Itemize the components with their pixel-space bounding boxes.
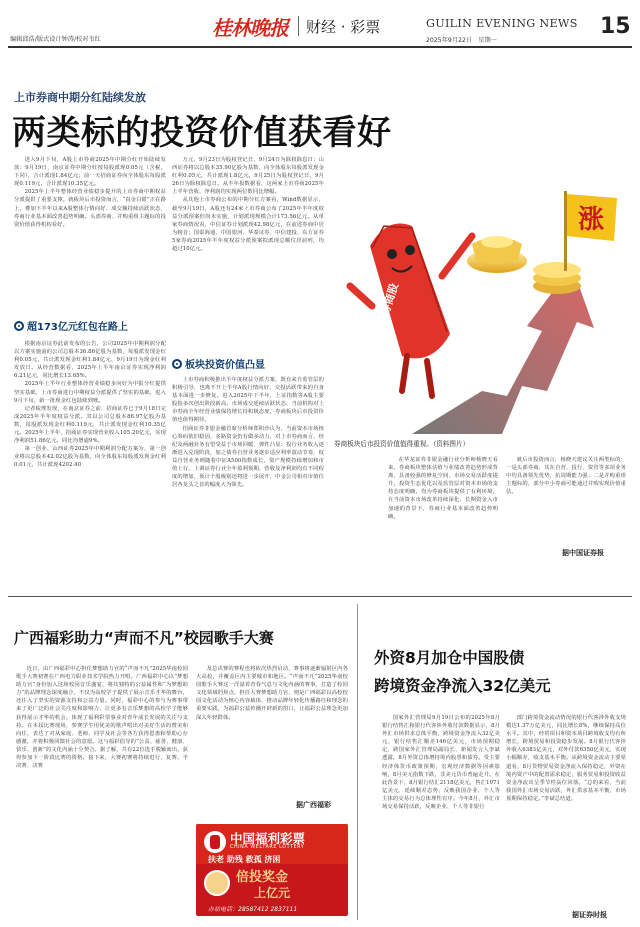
forex-column-1 <box>382 714 500 920</box>
masthead-rule <box>8 46 632 48</box>
masthead-divider <box>298 16 299 36</box>
ad-slogan: 扶老 助残 救孤 济困 <box>208 855 281 864</box>
coin-stack-icon <box>533 262 581 294</box>
forex-credit: 据证券时报 <box>572 911 607 919</box>
lottery-credit: 据广西福彩 <box>296 801 331 809</box>
mascot-icon <box>350 224 472 397</box>
lead-kicker: 上市券商中期分红陆续发放 <box>14 91 146 104</box>
paragraph: 万元，9月23日为股权登记日，9月24日为除权除息日；山西证券将以总股本35.90亿股为基数，向全体股东每股派发现金红利0.05元，共计派现1.8亿元，9月25日为股权登记日，9月26日为除权除息日。从半年报数据看，这两家上市券商2025年上半年营收、净利润均实现两位数同比增幅。 <box>172 157 324 196</box>
subhead-value <box>172 356 265 371</box>
paragraph: 近日，由广西福彩中心担任梦想助力官的“声而不凡”2025华南校园歌手大赛初赛在广西电力职业技术学院热力开唱。广西福彩中心以“梦想助力官”身份加入这场校园音乐盛宴，将其独特的公益属性和“为梦想助力”的品牌理念深度融合，不仅为高校学子提供了展示音乐才华的舞台，还注入了坚实的资源支持和公益力量。同时，福彩中心的参与为赛事带来了更广泛的社会关注度和影响力，让更多有音乐梦想的高校学子能够获得展示才华的机会，体现了福利彩票事业对青年成长发展的关注与支持。在本届比赛现场，参赛学生用优美的歌声唱出对美好生活的赞美和向往，表达了对从家庭、老师、同学及社会等各方获得恩惠和帮助心存感激，并将积极回馈社会的意愿。这与福彩倡导的“公益、慈善、健康、快乐、创新”的文化内涵十分契合。据了解，共有22位选手脱颖而出，获得参加下一阶段比赛的资格。接下来，大赛初赛将持续进行，复赛、半决赛、决赛 <box>16 666 188 770</box>
lottery-column-2 <box>196 665 348 793</box>
gold-ingot-icon <box>467 236 527 273</box>
paragraph: 2025年上半年整体经营业绩稳步提升的上市券商中期权益分派提供了重要支撑。就板块后市投资而言，“真金白银”正在路上，叠加下半年以来A股整体行情向好、成交额持续活跃状态，券商行业基本面改善趋势明确。头部券商、并购重组主题标的投资价值获得机构看好。 <box>14 189 166 228</box>
masthead <box>0 0 640 46</box>
lead-column-1 <box>14 156 166 304</box>
brand-logo: 桂林晚报 <box>212 16 288 40</box>
paragraph: 记者梳理发现，在南京证券之前，招商证券已于9月18日完成2025年半年度权益分派。其以公司总股本86.97亿股为基数，每股派发现金红利0.119元，共计派发现金红利10.35亿元。2025年上半年，招商证券实现营业收入105.20亿元，实现净利润51.86亿元，同比均增逾9%。 <box>14 405 166 445</box>
forex-column-2 <box>506 714 626 904</box>
ad-phone: 办站电话：28587412 2837111 <box>208 906 298 913</box>
mascot-label: 券商股 <box>378 281 402 317</box>
bullet-icon <box>172 359 182 369</box>
lead-credit: 据中国证券报 <box>562 549 604 557</box>
paragraph: 招商证券非银金融首席分析师郑积沙认为，当前资本市场核心筹码依旧稳固，多路资金仍有做多动力，对上市券商而言，经纪及两融业务有望受益于市场回暖，弹性凸显；投行业务收入逐渐进入兑现阶段，加之债券自营业务逐步适应利率波动节奏，权益自营业务则随着中证A500指数成长，资产规模持续增加和市值上行，上调证券行业全年盈利预期，营收及净利润均有不同程度的增加，预计个股级别还将进一步展开，中金公司相对市值位居各龙头之首的幅度大为领先。 <box>172 425 324 489</box>
edit-info: 编辑邱浩/版式设计钟涛/校对韦红 <box>10 36 101 43</box>
illustration <box>332 156 626 434</box>
paragraph: 2025年上半年行业整体经营业绩稳步向好为中报分红提供坚实基础，上市券商进行中期权益分派提供了坚实的基础，进入9月下旬，新一批现金红包陆续到账。 <box>14 381 166 404</box>
lead-column-2b <box>172 376 324 584</box>
forex-headline-2: 跨境资金净流入32亿美元 <box>374 677 551 695</box>
subhead-text: 超173亿元红包在路上 <box>27 322 128 333</box>
paragraph: 根据南京证券此前发布的公告，公司2025年中期利润分配以方案实施前的公司总股本36.86亿股为基数，每股派发现金红利0.05元，共计派发现金红利1.84亿元，9月19日为现金红利发放日。从经营数据看，2025年上半年南京证券实现净利润6.21亿元，同比增长13.65%。 <box>14 341 166 380</box>
paragraph: 进入9月下旬，A股上市券商2025年中期分红开始陆续发放：9月19日，南京证券中期分红按每股派现0.05元（含税，下同），合计派现1.84亿元；前一天招商证券向全体股东每股派现0.119元，合计派现10.35亿元。 <box>14 157 166 188</box>
bullet-icon <box>14 321 24 331</box>
section-name: 财经 · 彩票 <box>306 18 381 36</box>
ad-brand-en: CHINA WELFARE LOTTERY <box>230 845 305 850</box>
paragraph: 就后市投资而言，杨晓天建议关注两类标的：一是头部券商，其在自营、投行、资管等多项业务中均具备领先优势，抗周期能力强；二是并购重组主题标的，部分中小券商可能通过并购实现价值重估。 <box>506 457 626 496</box>
forex-headline-1: 外资8月加仓中国股债 <box>374 649 525 667</box>
page-number: 15 <box>600 14 631 39</box>
paragraph: 部门跨境资金流动情况的银行代客涉外收支规模达1.37万亿美元，同比增长8%，继续保持高位水平。其中，经常项目和资本项目跨境收支均有所增长，跨境贸易和投资稳步发展。8月银行代客涉外收入6383亿美元，对外付款6350亿美元，实现小幅顺差，收支基本平衡。从跨境资金流动主要渠道看，8月货物贸易资金净流入保持稳定，外资在境内资产中的配置需求稳定，服务贸易和投资收益资金净流出呈季节性高位回落。“总的来看，当前我国外汇市场交易活跃，外汇供求基本平衡，市场预期保持稳定。”李斌总结道。 <box>506 715 626 802</box>
lead-column-1b <box>14 340 166 584</box>
lead-column-3 <box>388 456 498 580</box>
paragraph: 国家外汇管理局9月19日公布的2025年8月银行结售汇和银行代客涉外收付款数据显示，8月外汇市场供求总体平衡，跨境资金净流入32亿美元，银行结售汇顺差146亿美元，市场预期稳定，跨国家外汇管理局副局长、新闻发言人李斌透露，8月外资总体增持境内股票和债券。受主要经济体货币政策预期、宏观经济数据等因素影响，8月美元指数下跌，非美元货币普遍走升。在此背景下，8月银行结汇2118亿美元，售汇1971亿美元，延续顺差态势，反映我国企业、个人等主体的交易行为总体理性有序。今年8月，外汇市场交易保持活跃，反映企业、个人等非银行 <box>382 715 500 811</box>
ad-brand-cn: 中国福利彩票 <box>230 831 306 846</box>
rising-stock-illustration <box>332 156 626 434</box>
lottery-headline: 广西福彩助力“声而不凡”校园歌手大赛 <box>14 629 274 647</box>
lottery-ad <box>196 824 348 916</box>
column-divider <box>357 604 358 920</box>
lottery-logo-icon <box>204 831 226 853</box>
lead-column-2 <box>172 156 324 349</box>
ad-amount: 上亿元 <box>254 886 291 900</box>
ad-badge-icon <box>204 870 230 896</box>
issue-date: 2025年9月22日 星期一 <box>426 37 497 44</box>
lottery-column-1 <box>16 665 188 921</box>
illustration-caption: 券商板块后市投资价值值得重视。（资料图片） <box>334 440 470 448</box>
brand-en: GUILIN EVENING NEWS <box>426 17 578 30</box>
paragraph: 上市券商积极推出半年度权益分派方案，既有来自监管层的积极引导，也离不开上半年A股行情向好、交投活跃带来的自身基本面进一步修复。进入2025年下半年，上证指数等A股主要股指多次创出阶段新高，市场成交延续活跃状态，当前机构对上市券商全年经营业绩保持增长持积极态度，券商板块后市投资价值也值得期待。 <box>172 377 324 424</box>
subhead-dividend <box>14 318 128 333</box>
paragraph: 从其他上市券商公布的中期分红方案看，Wind数据显示，截至9月19日，A股还有24家上市券商公布了2025年半年度权益分派预案但尚未实施，计划派现规模合计173.56亿元。从单家券商情况看，中信证券计划派现42.98亿元，在前述券商中居为榜首；国泰海通、中国银河、华泰证券、中信建投、东方证券5家券商2025年半年度权益分派预案拟派现总额位居前列，均超过10亿元。 <box>172 197 324 253</box>
lead-column-4 <box>506 456 626 536</box>
lead-headline: 两类标的投资价值获看好 <box>12 113 392 153</box>
paragraph: 及总决赛的赛程也将依次热烈启动，赛事将逐渐辐射区内各大高校，并覆盖区内主要城市和地区。“声而不凡”2025华南校园歌手大赛这一洋溢着青春气息与文化内涵的赛事，打造了校园文化领域的焦点，担任大赛梦想助力官，则是广西福彩以高校校园文化活动为核心内容载体，推动品牌年轻化传播路径和理念的重要实践，为福彩公益传播开辟新的窗口，让福彩公益理念更加深入年轻群体。 <box>196 666 348 721</box>
paragraph: 第一创业、山西证券2025年中期利润分配方案为，第一创业将以总股本42.02亿股为基数，向全体股东每股派发现金红利0.01元，共计派现4202.40 <box>14 446 166 469</box>
section-divider <box>8 596 632 597</box>
subhead-text: 板块投资价值凸显 <box>185 360 265 371</box>
rise-flag-text: 涨 <box>578 205 605 235</box>
ad-promo: 倍投奖金 <box>236 870 289 885</box>
paragraph: 在华龙证券非银金融行业分析师杨晓天看来，券商板块整体估值与业绩改善趋势形成背离，具备较强的修复空间，市场交易活跃度提升，投资生态优化以及监管层对资本市场的支持态度明确，均为券商板块提供了有利环境。在当前资本市场改革持续深化，长期资金入市加速的背景下，券商行业基本面改善趋势明确。 <box>388 457 498 520</box>
